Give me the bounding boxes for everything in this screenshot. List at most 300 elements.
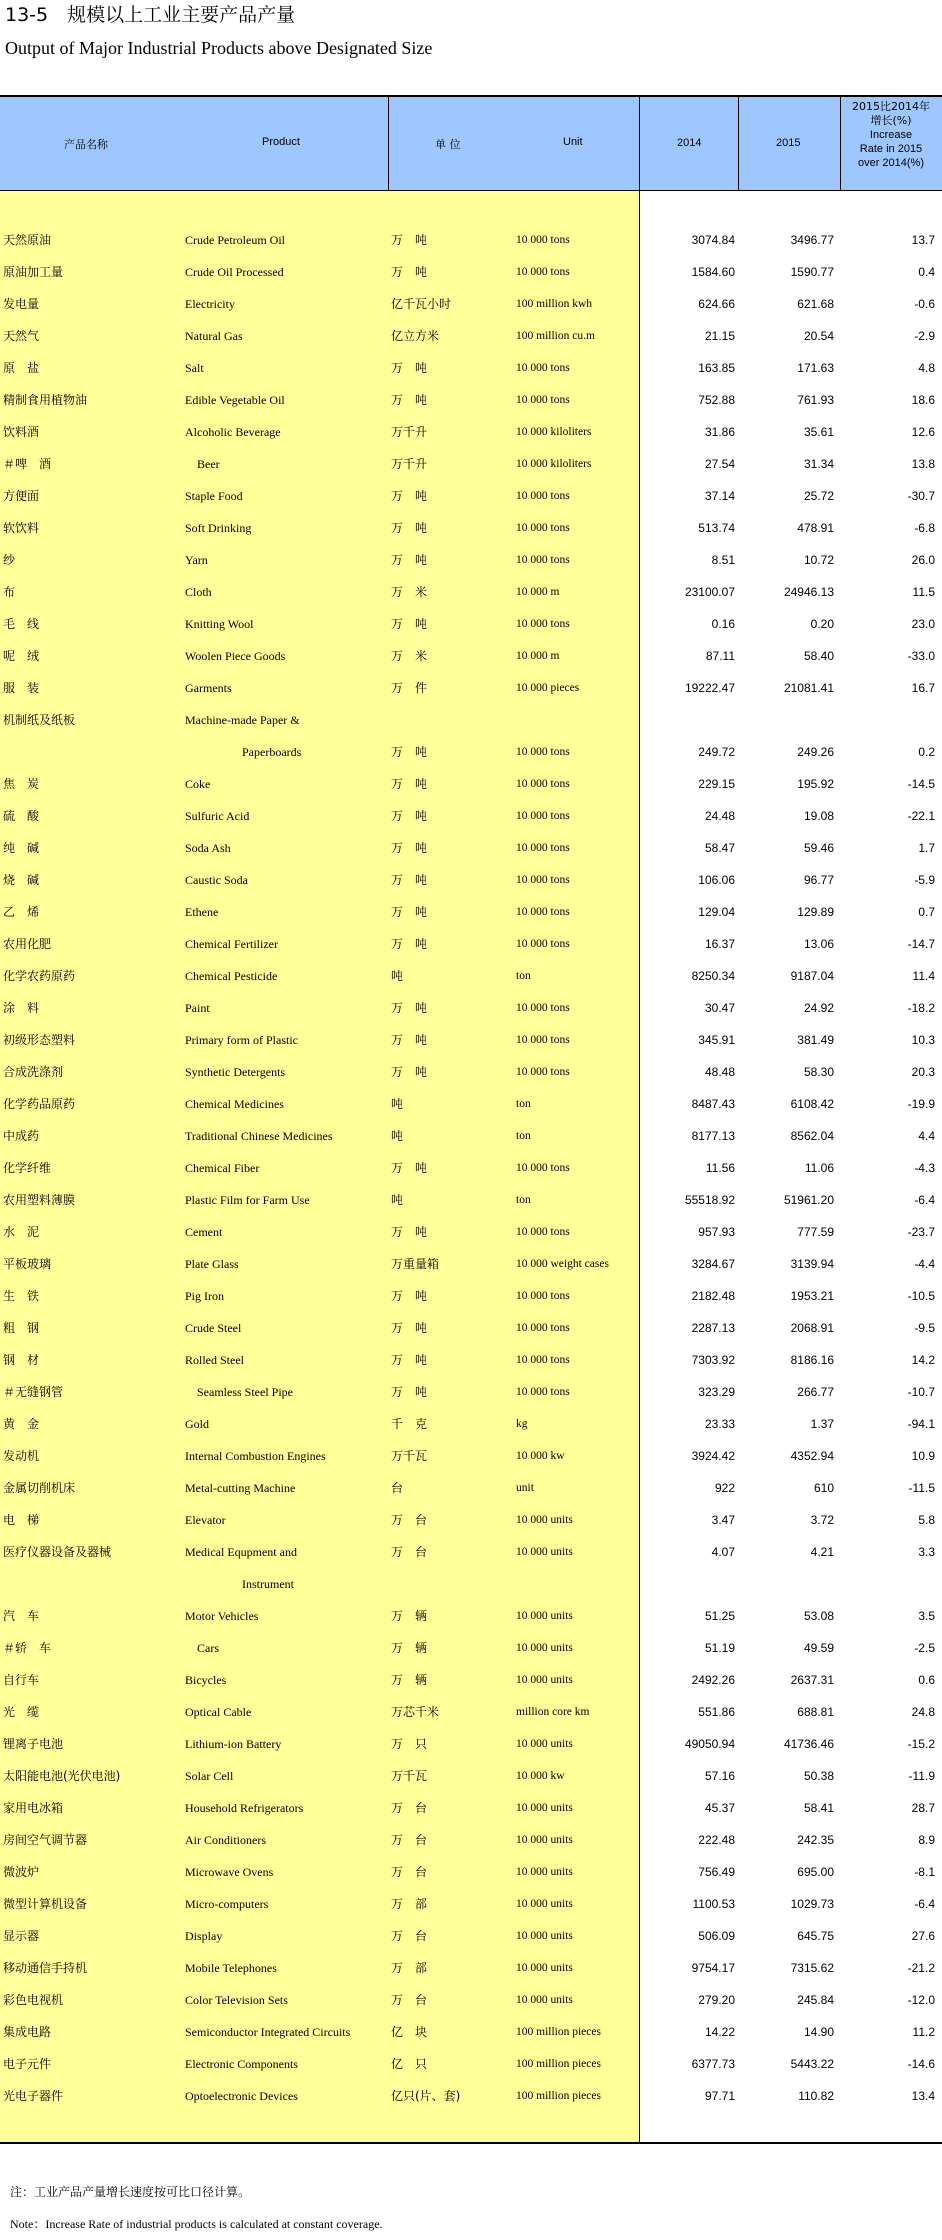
unit-en: 10 000 tons — [516, 1386, 570, 1398]
product-name-cn: 平板玻璃 — [3, 1257, 52, 1271]
table-row — [0, 899, 942, 931]
product-name-cn: 初级形态塑料 — [3, 1033, 76, 1047]
product-name-cn: 饮料酒 — [3, 425, 40, 439]
unit-cn: 万千瓦 — [391, 1769, 428, 1783]
value-2015: 24946.13 — [783, 585, 834, 599]
value-2014: 3074.84 — [691, 233, 735, 247]
product-name-cn: 家用电冰箱 — [3, 1801, 64, 1815]
unit-cn: 万 吨 — [391, 1385, 428, 1399]
unit-en: 10 000 tons — [516, 906, 570, 918]
product-name-cn: ＃啤 酒 — [3, 457, 52, 471]
unit-en: 10 000 units — [516, 1610, 573, 1622]
value-2015: 58.41 — [803, 1801, 834, 1815]
unit-en: 10 000 tons — [516, 1322, 570, 1334]
unit-en: ton — [516, 1130, 531, 1142]
header-growth-line: 2015比2014年 — [852, 100, 930, 113]
product-name-en: Chemical Medicines — [185, 1097, 284, 1111]
unit-en: 100 million pieces — [516, 2026, 601, 2038]
unit-en: 10 000 kw — [516, 1770, 565, 1782]
product-name-cn: 纯 碱 — [3, 841, 40, 855]
value-2015: 645.75 — [797, 1929, 834, 1943]
product-name-cn: 显示器 — [3, 1929, 40, 1943]
value-2014: 8.51 — [711, 553, 735, 567]
product-name-en: Cement — [185, 1225, 223, 1239]
table-title-en: Output of Major Industrial Products above Designated Size — [5, 38, 433, 58]
product-name-en: Synthetic Detergents — [185, 1065, 286, 1079]
value-2014: 3284.67 — [691, 1257, 735, 1271]
unit-en: ton — [516, 970, 531, 982]
table-row — [0, 1507, 942, 1539]
unit-en: 10 000 tons — [516, 618, 570, 630]
value-2015: 5443.22 — [790, 2057, 834, 2071]
unit-en: 10 000 m — [516, 586, 560, 598]
unit-en: 10 000 weight cases — [516, 1258, 609, 1270]
unit-cn: 万 吨 — [391, 777, 428, 791]
growth-rate: 8.9 — [918, 1833, 935, 1847]
table-title-cn: 13-5 规模以上工业主要产品产量 — [5, 4, 296, 26]
table-row — [0, 835, 942, 867]
table-row — [0, 1123, 942, 1155]
value-2015: 761.93 — [797, 393, 834, 407]
product-name-cn: 呢 绒 — [3, 649, 40, 663]
table-row — [0, 1891, 942, 1923]
unit-en: 100 million kwh — [516, 298, 593, 310]
table-row — [0, 419, 942, 451]
table-row — [0, 1347, 942, 1379]
growth-rate: -2.9 — [914, 329, 935, 343]
product-name-cn: 合成洗涤剂 — [3, 1065, 64, 1079]
growth-rate: -6.4 — [914, 1193, 935, 1207]
table-row — [0, 1059, 942, 1091]
unit-cn: 万 台 — [391, 1993, 428, 2007]
unit-cn: 万 辆 — [391, 1609, 428, 1623]
product-name-cn: 水 泥 — [3, 1225, 40, 1239]
value-2014: 752.88 — [698, 393, 735, 407]
value-2014: 1584.60 — [691, 265, 735, 279]
value-2014: 7303.92 — [691, 1353, 735, 1367]
table-row — [0, 1763, 942, 1795]
product-name-cn: 发电量 — [3, 297, 40, 311]
growth-rate: 13.8 — [911, 457, 935, 471]
unit-en: 10 000 tons — [516, 490, 570, 502]
unit-cn: 万 吨 — [391, 841, 428, 855]
value-2015: 8562.04 — [790, 1129, 834, 1143]
unit-en: 10 000 kiloliters — [516, 458, 592, 470]
table-row — [0, 675, 942, 707]
table-row — [0, 227, 942, 259]
unit-cn: 万 台 — [391, 1865, 428, 1879]
table-row — [0, 387, 942, 419]
unit-en: 10 000 units — [516, 1994, 573, 2006]
unit-en: 100 million pieces — [516, 2058, 601, 2070]
growth-rate: -21.2 — [907, 1961, 935, 1975]
value-2014: 24.48 — [704, 809, 735, 823]
growth-rate: -0.6 — [914, 297, 935, 311]
unit-cn: 万 吨 — [391, 1225, 428, 1239]
growth-rate: 28.7 — [911, 1801, 935, 1815]
growth-rate: -22.1 — [907, 809, 935, 823]
value-2014: 51.25 — [704, 1609, 735, 1623]
header-year-2015: 2015 — [776, 137, 801, 149]
product-name-en: Gold — [185, 1417, 209, 1431]
product-name-en: Cloth — [185, 585, 212, 599]
growth-rate: 23.0 — [911, 617, 935, 631]
value-2015: 4.21 — [810, 1545, 834, 1559]
product-name-cn: 原油加工量 — [3, 265, 64, 279]
growth-rate: -6.4 — [914, 1897, 935, 1911]
value-2015: 478.91 — [797, 521, 834, 535]
growth-rate: 10.3 — [911, 1033, 935, 1047]
unit-cn: 万重量箱 — [391, 1257, 440, 1271]
product-name-en: Semiconductor Integrated Circuits — [185, 2025, 351, 2039]
table-row — [0, 515, 942, 547]
value-2015: 695.00 — [797, 1865, 834, 1879]
unit-en: 10 000 tons — [516, 554, 570, 566]
value-2014: 222.48 — [698, 1833, 735, 1847]
product-name-en: Micro-computers — [185, 1897, 269, 1911]
growth-rate: -4.4 — [914, 1257, 935, 1271]
growth-rate: 0.4 — [918, 265, 935, 279]
table-row — [0, 1187, 942, 1219]
product-name-en: Woolen Piece Goods — [185, 649, 286, 663]
product-name-en: Paint — [185, 1001, 210, 1015]
unit-en: 10 000 units — [516, 1546, 573, 1558]
table-row — [0, 1155, 942, 1187]
value-2014: 8177.13 — [691, 1129, 735, 1143]
unit-en: 10 000 tons — [516, 842, 570, 854]
product-name-en: Traditional Chinese Medicines — [185, 1129, 333, 1143]
unit-en: 10 000 tons — [516, 938, 570, 950]
product-name-en: Staple Food — [185, 489, 243, 503]
unit-en: 10 000 units — [516, 1898, 573, 1910]
value-2015: 171.63 — [797, 361, 834, 375]
unit-en: 10 000 tons — [516, 1226, 570, 1238]
product-name-cn: 布 — [3, 585, 16, 599]
product-name-en: Rolled Steel — [185, 1353, 244, 1367]
table-row — [0, 611, 942, 643]
product-name-cn: 毛 线 — [3, 617, 40, 631]
value-2014: 2182.48 — [691, 1289, 735, 1303]
product-name-cn: 纱 — [3, 553, 16, 567]
value-2015: 381.49 — [797, 1033, 834, 1047]
unit-cn: 万 吨 — [391, 617, 428, 631]
growth-rate: 4.8 — [918, 361, 935, 375]
product-name-cn: 彩色电视机 — [3, 1993, 64, 2007]
growth-rate: -8.1 — [914, 1865, 935, 1879]
product-name-en: Ethene — [185, 905, 219, 919]
product-name-en: Crude Oil Processed — [185, 265, 284, 279]
unit-cn: 万 吨 — [391, 1001, 428, 1015]
unit-cn: 万千升 — [391, 425, 428, 439]
product-name-en: Electricity — [185, 297, 235, 311]
product-name-en: Air Conditioners — [185, 1833, 266, 1847]
value-2014: 37.14 — [704, 489, 735, 503]
value-2014: 6377.73 — [691, 2057, 735, 2071]
table-row — [0, 867, 942, 899]
table-header-band — [0, 97, 942, 190]
value-2014: 51.19 — [704, 1641, 735, 1655]
unit-cn: 万 吨 — [391, 873, 428, 887]
growth-rate: -10.7 — [907, 1385, 935, 1399]
product-name-en: Metal-cutting Machine — [185, 1481, 296, 1495]
value-2015: 3.72 — [810, 1513, 834, 1527]
table-row — [0, 2083, 942, 2115]
unit-cn: 万 吨 — [391, 233, 428, 247]
growth-rate: 3.3 — [918, 1545, 935, 1559]
product-name-cn: 生 铁 — [3, 1289, 40, 1303]
unit-cn: 万 辆 — [391, 1673, 428, 1687]
product-name-cn: 微波炉 — [3, 1865, 40, 1879]
value-2014: 23100.07 — [684, 585, 735, 599]
product-name-en: Motor Vehicles — [185, 1609, 259, 1623]
product-name-en: Primary form of Plastic — [185, 1033, 298, 1047]
value-2014: 19222.47 — [684, 681, 735, 695]
value-2014: 0.16 — [711, 617, 735, 631]
growth-rate: 16.7 — [911, 681, 935, 695]
table-row — [0, 1219, 942, 1251]
unit-cn: 万 台 — [391, 1929, 428, 1943]
product-name-cn: 房间空气调节器 — [3, 1833, 88, 1847]
value-2015: 1590.77 — [790, 265, 834, 279]
value-2015: 58.30 — [803, 1065, 834, 1079]
growth-rate: -19.9 — [907, 1097, 935, 1111]
table-row — [0, 1987, 942, 2019]
table-row — [0, 1571, 942, 1603]
value-2014: 3.47 — [711, 1513, 735, 1527]
unit-en: 10 000 units — [516, 1642, 573, 1654]
table-row — [0, 451, 942, 483]
unit-en: million core km — [516, 1706, 590, 1718]
value-2015: 688.81 — [797, 1705, 834, 1719]
value-2015: 24.92 — [803, 1001, 834, 1015]
value-2015: 3139.94 — [790, 1257, 834, 1271]
growth-rate: 11.2 — [912, 2025, 935, 2039]
value-2014: 163.85 — [698, 361, 735, 375]
growth-rate: -15.2 — [907, 1737, 935, 1751]
value-2015: 129.89 — [797, 905, 834, 919]
value-2014: 87.11 — [705, 649, 735, 663]
product-name-cn: 烧 碱 — [3, 873, 40, 887]
table-row — [0, 2019, 942, 2051]
value-2015: 610 — [813, 1481, 834, 1495]
unit-cn: 万 台 — [391, 1545, 428, 1559]
growth-rate: -14.5 — [907, 777, 935, 791]
value-2015: 1953.21 — [790, 1289, 834, 1303]
value-2014: 551.86 — [698, 1705, 735, 1719]
growth-rate: 11.4 — [912, 969, 935, 983]
value-2015: 621.68 — [797, 297, 834, 311]
product-name-cn: 光电子器件 — [3, 2089, 64, 2103]
product-name-cn: 微型计算机设备 — [3, 1897, 88, 1911]
unit-en: ton — [516, 1194, 531, 1206]
product-name-en: Plastic Film for Farm Use — [185, 1193, 310, 1207]
product-name-en: Chemical Fertilizer — [185, 937, 278, 951]
table-row — [0, 355, 942, 387]
value-2014: 57.16 — [704, 1769, 735, 1783]
value-2014: 9754.17 — [691, 1961, 735, 1975]
product-name-en: Crude Petroleum Oil — [185, 233, 285, 247]
growth-rate: 13.4 — [911, 2089, 935, 2103]
product-name-cn: 机制纸及纸板 — [3, 713, 76, 727]
value-2015: 53.08 — [803, 1609, 834, 1623]
unit-en: 100 million pieces — [516, 2090, 601, 2102]
product-name-cn: 集成电路 — [3, 2025, 52, 2039]
value-2015: 3496.77 — [790, 233, 834, 247]
value-2015: 14.90 — [803, 2025, 834, 2039]
table-row — [0, 579, 942, 611]
growth-rate: 4.4 — [918, 1129, 935, 1143]
header-year-2014: 2014 — [677, 137, 702, 149]
value-2014: 624.66 — [698, 297, 735, 311]
unit-cn: 万 吨 — [391, 1161, 428, 1175]
product-name-cn: 服 装 — [3, 681, 40, 695]
table-row — [0, 323, 942, 355]
value-2014: 97.71 — [704, 2089, 735, 2103]
growth-rate: 0.7 — [918, 905, 935, 919]
product-name-cn: 原 盐 — [3, 361, 40, 375]
unit-cn: 万 台 — [391, 1513, 428, 1527]
product-name-cn: 农用塑料薄膜 — [3, 1193, 76, 1207]
table-row — [0, 1315, 942, 1347]
unit-en: 10 000 units — [516, 1930, 573, 1942]
table-row — [0, 1027, 942, 1059]
value-2015: 31.34 — [803, 457, 834, 471]
product-name-en: Yarn — [185, 553, 208, 567]
table-row — [0, 1667, 942, 1699]
product-name-en: Internal Combustion Engines — [185, 1449, 326, 1463]
table-row — [0, 1411, 942, 1443]
unit-cn: 万 吨 — [391, 1321, 428, 1335]
product-name-en: Color Television Sets — [185, 1993, 288, 2007]
product-name-en-continued: Paperboards — [242, 745, 302, 759]
value-2014: 48.48 — [704, 1065, 735, 1079]
product-name-cn: 天然原油 — [3, 233, 52, 247]
growth-rate: -10.5 — [907, 1289, 935, 1303]
value-2014: 27.54 — [704, 457, 735, 471]
growth-rate: 0.2 — [918, 745, 935, 759]
value-2015: 6108.42 — [790, 1097, 834, 1111]
unit-cn: 万 米 — [391, 585, 428, 599]
value-2014: 8250.34 — [691, 969, 735, 983]
unit-en: 10 000 tons — [516, 1066, 570, 1078]
value-2015: 266.77 — [797, 1385, 834, 1399]
value-2014: 45.37 — [704, 1801, 735, 1815]
value-2015: 51961.20 — [783, 1193, 834, 1207]
product-name-cn: 太阳能电池(光伏电池) — [3, 1769, 121, 1783]
value-2015: 50.38 — [803, 1769, 834, 1783]
value-2014: 4.07 — [711, 1545, 735, 1559]
header-divider-2015 — [738, 97, 739, 191]
product-name-cn: 中成药 — [3, 1129, 40, 1143]
growth-rate: -18.2 — [907, 1001, 935, 1015]
unit-en: 10 000 tons — [516, 1162, 570, 1174]
value-2014: 756.49 — [698, 1865, 735, 1879]
unit-cn: 万 吨 — [391, 489, 428, 503]
product-name-en: Natural Gas — [185, 329, 243, 343]
value-2014: 2492.26 — [691, 1673, 735, 1687]
growth-rate: -30.7 — [907, 489, 935, 503]
table-row — [0, 1443, 942, 1475]
growth-rate: 11.5 — [912, 585, 935, 599]
table-row — [0, 931, 942, 963]
value-2015: 19.08 — [803, 809, 834, 823]
growth-rate: -5.9 — [914, 873, 935, 887]
table-row — [0, 291, 942, 323]
header-unit-cn: 单 位 — [435, 138, 461, 151]
product-name-en: Bicycles — [185, 1673, 227, 1687]
header-growth-line: over 2014(%) — [857, 157, 925, 169]
value-2015: 10.72 — [803, 553, 834, 567]
table-row — [0, 1731, 942, 1763]
unit-en: 10 000 units — [516, 1738, 573, 1750]
product-name-cn: ＃无缝钢管 — [3, 1385, 64, 1399]
growth-rate: 12.6 — [911, 425, 935, 439]
growth-rate: -6.8 — [914, 521, 935, 535]
growth-rate: -14.6 — [907, 2057, 935, 2071]
unit-en: 10 000 units — [516, 1834, 573, 1846]
table-row — [0, 963, 942, 995]
value-2015: 1029.73 — [790, 1897, 834, 1911]
product-name-en: Alcoholic Beverage — [185, 425, 281, 439]
product-name-cn: 天然气 — [3, 329, 40, 343]
table-row — [0, 1699, 942, 1731]
value-2014: 11.56 — [705, 1161, 735, 1175]
value-2014: 3924.42 — [691, 1449, 735, 1463]
growth-rate: 0.6 — [918, 1673, 935, 1687]
table-row — [0, 483, 942, 515]
unit-cn: 万 吨 — [391, 361, 428, 375]
product-name-cn: 金属切削机床 — [3, 1481, 76, 1495]
unit-en: 10 000 tons — [516, 1354, 570, 1366]
unit-cn: 万 吨 — [391, 1065, 428, 1079]
growth-rate: -4.3 — [914, 1161, 935, 1175]
table-row — [0, 643, 942, 675]
table-row — [0, 1251, 942, 1283]
product-name-en: Plate Glass — [185, 1257, 239, 1271]
value-2014: 2287.13 — [691, 1321, 735, 1335]
unit-en: kg — [516, 1418, 528, 1430]
product-name-cn: 农用化肥 — [3, 937, 52, 951]
table-row — [0, 995, 942, 1027]
unit-cn: 万 吨 — [391, 553, 428, 567]
value-2015: 777.59 — [797, 1225, 834, 1239]
header-name-en: Product — [262, 136, 300, 148]
header-divider-unit — [388, 97, 389, 191]
value-2014: 922 — [714, 1481, 735, 1495]
product-name-en: Chemical Fiber — [185, 1161, 260, 1175]
product-name-en: Electronic Components — [185, 2057, 298, 2071]
growth-rate: -14.7 — [907, 937, 935, 951]
unit-cn: 万 吨 — [391, 905, 428, 919]
value-2014: 55518.92 — [684, 1193, 735, 1207]
product-name-cn: 方便面 — [3, 489, 40, 503]
product-name-en: Elevator — [185, 1513, 226, 1527]
table-row — [0, 259, 942, 291]
product-name-cn: 光 缆 — [3, 1705, 40, 1719]
value-2015: 8186.16 — [790, 1353, 834, 1367]
product-name-cn: 硫 酸 — [3, 809, 40, 823]
table-row — [0, 803, 942, 835]
product-name-en-continued: Instrument — [242, 1577, 294, 1591]
product-name-en: Caustic Soda — [185, 873, 248, 887]
product-name-en: Soda Ash — [185, 841, 231, 855]
unit-cn: 千 克 — [391, 1417, 428, 1431]
table-row — [0, 707, 942, 739]
value-2015: 49.59 — [803, 1641, 834, 1655]
table-bottom-rule — [0, 2142, 942, 2144]
unit-en: 10 000 units — [516, 1674, 573, 1686]
growth-rate: -11.9 — [908, 1769, 935, 1783]
